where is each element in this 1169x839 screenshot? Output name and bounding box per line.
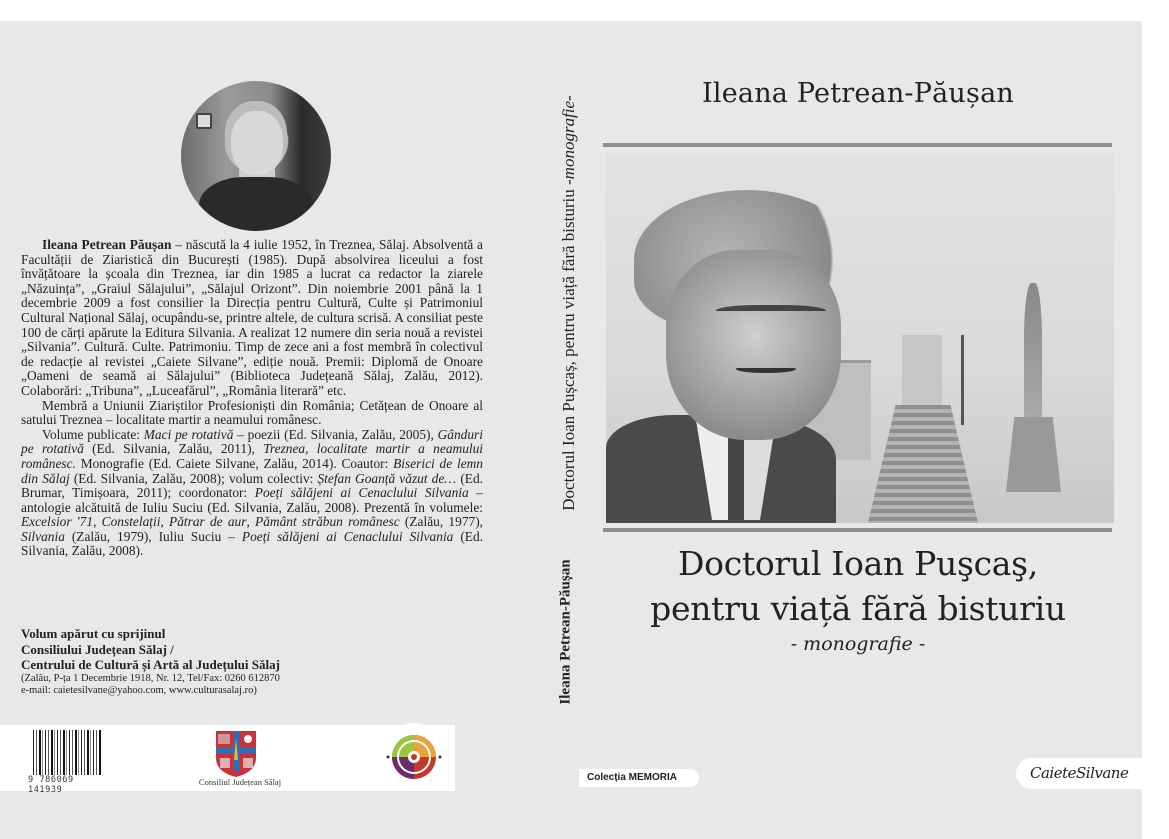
support-address: (Zalău, P-ța 1 Decembrie 1918, Nr. 12, Tel/Fax: 0260 612870 — [21, 672, 280, 684]
bio-text: – născută la 4 iulie 1952, în Treznea, Sălaj. Absolventă a Facultății de Ziaristică din București (1985). După absolvirea liceului a fost învățătoare la școala din Treznea, iar din 1985 a lucrat ca redactor la ziarele „Năzuința”, „Graiul Sălajului”, „Sălajul Orizont”. Din noiembrie 2001 până la 1 decembrie 2009 a fost consilier la Direcția pentru Cultură, Culte și Patrimoniul Cultural Național Sălaj, ocupându-se, printre altele, de cultura scrisă. A consiliat peste 100 de cărți apărute la Editura Silvania. A realizat 12 numere din seria nouă a revistei „Silvania”. Cultură. Culte. Patrimoniu. Timp de zece ani a fost membră în colectivul de redacție al revistei „Caiete Silvane”, ediție nouă. Premii: Diplomă de Onoare „Oameni de seamă ai Sălajului” (Biblioteca Județeană Sălaj, Zalău, 2012). Colaborări: „Tribuna”, „Luceafărul”, „România literară” etc. — [21, 237, 483, 398]
spine-title-text: Doctorul Ioan Pușcaș, pentru viață fără bisturiu — [559, 184, 578, 511]
bio-text: Volume publicate: — [42, 426, 144, 442]
coat-of-arms-label: Consiliul Județean Sălaj — [198, 777, 282, 787]
book-title-italic: Poeți sălăjeni ai Cenaclului Silvania — [241, 528, 454, 544]
support-contact: e-mail: caietesilvane@yahoo.com, www.culturasalaj.ro) — [21, 685, 257, 696]
flag-pole — [961, 335, 964, 425]
logo-strip — [0, 725, 455, 795]
barcode-icon — [33, 730, 101, 775]
bio-text: , — [93, 514, 102, 530]
bio-author-name: Ileana Petrean Păușan — [42, 237, 172, 252]
book-title-italic: Gânduri pe rotativă — [21, 426, 483, 457]
book-title-italic: Ștefan Goanță văzut de… — [317, 470, 457, 486]
doctor-face — [666, 250, 841, 440]
bio-text: Monografie (Ed. Caiete Silvane, Zalău, 2014). Coautor: — [75, 455, 394, 471]
title-line-1: Doctorul Ioan Puşcaş, — [677, 544, 1038, 583]
author-biography — [21, 238, 483, 559]
bio-text: , — [160, 514, 170, 530]
book-title-italic: Treznea, localitate martir a neamului românesc. — [21, 441, 484, 471]
culture-center-logo-icon — [382, 723, 446, 791]
front-author-name: Ileana Petrean-Păușan — [702, 78, 1014, 109]
top-rule-divider — [603, 143, 1112, 147]
portrait-body — [199, 177, 313, 231]
book-title — [603, 541, 1113, 631]
book-title-italic: Excelsior '71 — [21, 514, 94, 530]
bio-text: (Ed. Silvania, Zalău, 2011), — [83, 441, 264, 457]
sponsor-credits — [21, 626, 421, 698]
monument — [902, 335, 942, 410]
book-title-italic: Pământ străbun românesc — [255, 514, 400, 530]
coat-of-arms-icon — [215, 730, 257, 778]
bio-paragraph-2: Membră a Uniunii Ziariștilor Profesioniști din România; Cetățean de Onoare al satului Treznea – localitate martir a neamului românesc. — [21, 397, 483, 428]
book-title-italic: Constelații — [101, 514, 161, 530]
book-title-italic: Biserici de lemn din Sălaj — [21, 455, 484, 486]
bio-paragraph-1 — [21, 238, 483, 399]
doctor-mouth — [736, 365, 796, 373]
bio-text: (Zalău, 1979), Iuliu Suciu – — [64, 528, 242, 544]
spine-title — [559, 95, 579, 510]
spine-author: Ileana Petrean-Păușan — [557, 559, 574, 705]
book-title-italic: Pătrar de aur — [169, 514, 247, 530]
book-subtitle: - monografie - — [790, 633, 926, 655]
bio-text: (Ed. Silvania, Zalău, 2008). — [21, 528, 483, 559]
bio-text: (Ed. Brumar, Timișoara, 2011); coordonator: — [21, 470, 483, 501]
book-title-italic: Poeți sălăjeni ai Cenaclului Silvania — [254, 485, 469, 501]
support-line-1: Volum apărut cu sprijinul — [21, 626, 166, 641]
publisher-logo: CaieteSilvane — [1016, 758, 1142, 789]
bio-text: (Ed. Silvania, Zalău, 2008); volum colectiv: — [69, 470, 318, 486]
collection-badge: Colecția MEMORIA — [579, 769, 699, 787]
bio-text: – antologie alcătuită de Iuliu Suciu (Ed. Silvania, Zalău, 2008). Prezentă în volumele: — [21, 485, 483, 515]
support-line-2: Consiliului Județean Sălaj / — [21, 641, 174, 657]
portrait-face — [231, 111, 283, 175]
no-entry-sign — [196, 113, 212, 129]
book-title-italic: Silvania — [21, 528, 65, 544]
spine-subtitle: -monografie- — [559, 95, 578, 185]
title-line-2: pentru viață fără bisturiu — [650, 589, 1066, 628]
statue-pedestal — [1006, 417, 1061, 492]
author-portrait-photo — [181, 81, 331, 231]
bio-text: – poezii (Ed. Silvania, Zalău, 2005), — [233, 426, 438, 442]
isbn-number: 9 786069 141939 — [28, 775, 74, 795]
cover-photo-collage — [606, 155, 1114, 523]
isbn-barcode — [28, 730, 101, 795]
bio-text: (Zalău, 1977), — [399, 514, 484, 530]
book-title-italic: Maci pe rotativă — [143, 426, 234, 442]
bottom-rule-divider — [603, 528, 1112, 532]
bio-text: , — [246, 514, 256, 530]
doctor-eyes — [716, 305, 826, 319]
bio-paragraph-3 — [21, 428, 483, 559]
statue-of-liberty — [1024, 283, 1042, 423]
support-line-3: Centrului de Cultură și Artă al Județului Sălaj — [21, 657, 280, 672]
